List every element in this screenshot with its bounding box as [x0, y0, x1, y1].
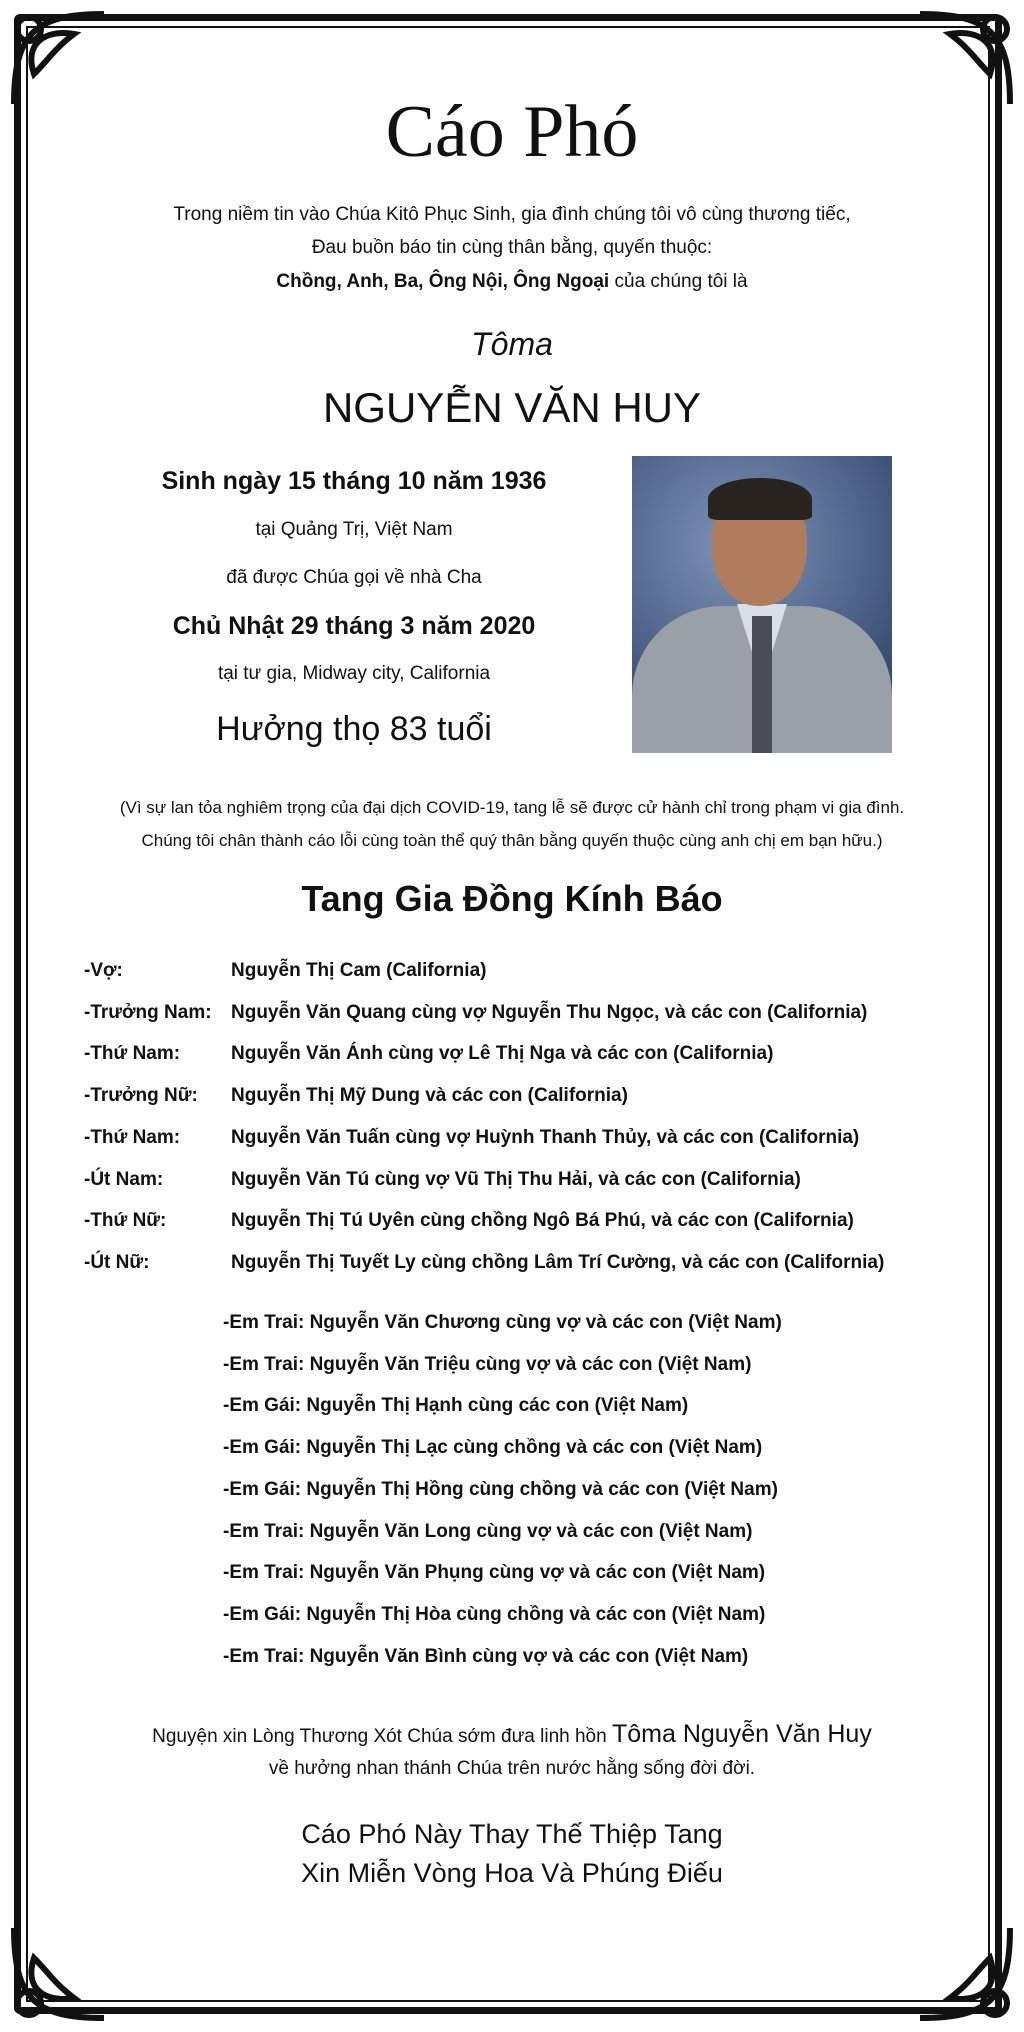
- sibling-item: -Em Trai: Nguyễn Văn Chương cùng vợ và các con (Việt Nam): [223, 1312, 782, 1333]
- portrait-photo: [632, 456, 892, 753]
- family-member: Nguyễn Văn Tuấn cùng vợ Huỳnh Thanh Thủy, và các con (California): [231, 1126, 860, 1148]
- closing-line: Cáo Phó Này Thay Thế Thiệp Tang: [301, 1819, 723, 1849]
- family-member: Nguyễn Thị Tú Uyên cùng chồng Ngô Bá Phú, và các con (California): [231, 1210, 854, 1232]
- covid-note: (Vì sự lan tỏa nghiêm trọng của đại dịch COVID-19, tang lễ sẽ được cử hành chỉ trong phạm vi gia đình.: [119, 798, 905, 817]
- corner-ornament-icon: [910, 1918, 1020, 2028]
- sibling-item: -Em Gái: Nguyễn Thị Hòa cùng chồng và các con (Việt Nam): [223, 1603, 766, 1625]
- closing-line: Xin Miễn Vòng Hoa Và Phúng Điếu: [301, 1858, 723, 1888]
- family-role: -Thứ Nam:: [84, 1043, 181, 1065]
- prayer-name: Tôma Nguyễn Văn Huy: [611, 1720, 872, 1748]
- sibling-item: -Em Trai: Nguyễn Văn Phụng cùng vợ và các con (Việt Nam): [223, 1562, 766, 1584]
- family-role: -Thứ Nữ:: [84, 1210, 167, 1232]
- prayer-line: về hưởng nhan thánh Chúa trên nước hằng sống đời đời.: [268, 1758, 756, 1779]
- age: Hưởng thọ 83 tuổi: [216, 710, 492, 748]
- page-title: Cáo Phó: [385, 91, 639, 173]
- intro-line: Trong niềm tin vào Chúa Kitô Phục Sinh, gia đình chúng tôi vô cùng thương tiếc,: [173, 204, 851, 225]
- corner-ornament-icon: [4, 1918, 114, 2028]
- announce-heading: Tang Gia Đồng Kính Báo: [301, 878, 723, 919]
- prayer-text: Nguyện xin Lòng Thương Xót Chúa sớm đưa linh hồn: [152, 1726, 612, 1747]
- relations-line: [0, 271, 1024, 293]
- sibling-item: -Em Gái: Nguyễn Thị Lạc cùng chồng và các con (Việt Nam): [223, 1437, 763, 1459]
- family-member: Nguyễn Thị Tuyết Ly cùng chồng Lâm Trí Cường, và các con (California): [231, 1251, 885, 1273]
- deceased-name: NGUYỄN VĂN HUY: [322, 384, 702, 431]
- family-role: -Trưởng Nam:: [84, 1001, 212, 1023]
- baptismal-name: Tôma: [471, 326, 553, 362]
- sibling-item: -Em Trai: Nguyễn Văn Triệu cùng vợ và các con (Việt Nam): [223, 1353, 752, 1375]
- sibling-item: -Em Gái: Nguyễn Thị Hạnh cùng các con (Việt Nam): [223, 1395, 689, 1417]
- relations: Chồng, Anh, Ba, Ông Nội, Ông Ngoại: [276, 271, 610, 292]
- family-role: -Trưởng Nữ:: [84, 1085, 198, 1107]
- family-role: -Thứ Nam:: [84, 1126, 181, 1148]
- intro-line: Đau buồn báo tin cùng thân bằng, quyến thuộc:: [311, 237, 713, 258]
- sibling-item: -Em Trai: Nguyễn Văn Bình cùng vợ và các con (Việt Nam): [223, 1645, 749, 1667]
- covid-note: Chúng tôi chân thành cáo lỗi cùng toàn thể quý thân bằng quyến thuộc cùng anh chị em bạn hữu.): [141, 831, 883, 850]
- family-member: Nguyễn Văn Tú cùng vợ Vũ Thị Thu Hải, và các con (California): [231, 1168, 801, 1190]
- death-place: tại tư gia, Midway city, California: [217, 663, 491, 684]
- birth-place: tại Quảng Trị, Việt Nam: [255, 519, 453, 540]
- family-member: Nguyễn Thị Cam (California): [231, 960, 487, 981]
- sibling-item: -Em Gái: Nguyễn Thị Hồng cùng chồng và các con (Việt Nam): [223, 1478, 778, 1500]
- relations-tail: của chúng tôi là: [609, 271, 748, 292]
- family-role: -Vợ:: [84, 960, 123, 981]
- family-role: -Út Nữ:: [84, 1251, 150, 1273]
- family-role: -Út Nam:: [84, 1168, 164, 1190]
- birth-date: Sinh ngày 15 tháng 10 năm 1936: [161, 467, 547, 495]
- called-home: đã được Chúa gọi về nhà Cha: [226, 567, 482, 588]
- family-member: Nguyễn Văn Ánh cùng vợ Lê Thị Nga và các con (California): [231, 1043, 774, 1065]
- family-member: Nguyễn Thị Mỹ Dung và các con (California): [231, 1085, 628, 1107]
- death-date: Chủ Nhật 29 tháng 3 năm 2020: [172, 612, 536, 640]
- prayer-line: [0, 1720, 1024, 1749]
- sibling-item: -Em Trai: Nguyễn Văn Long cùng vợ và các con (Việt Nam): [223, 1520, 753, 1542]
- family-member: Nguyễn Văn Quang cùng vợ Nguyễn Thu Ngọc, và các con (California): [231, 1001, 868, 1023]
